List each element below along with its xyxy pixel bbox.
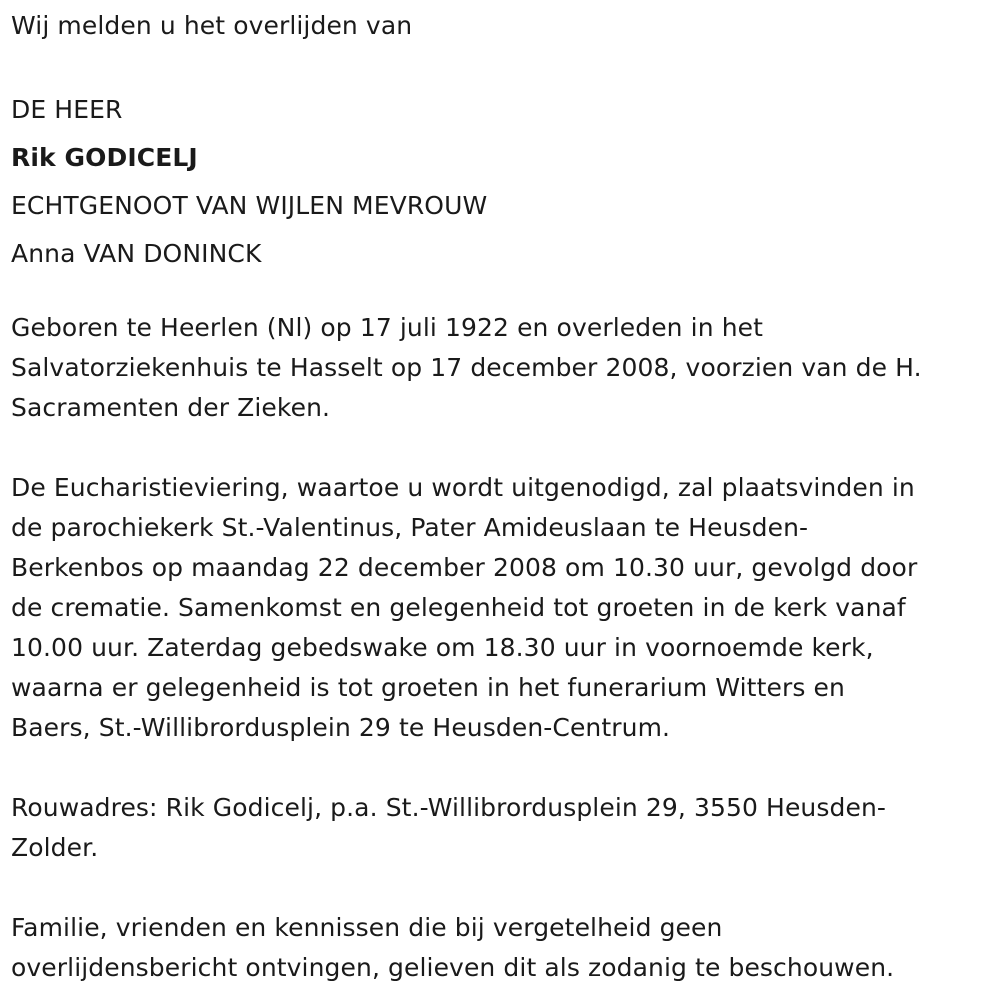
deceased-block bbox=[11, 86, 986, 278]
intro-text: Wij melden u het overlijden van bbox=[11, 11, 413, 40]
birth-death-line: Salvatorziekenhuis te Hasselt op 17 december 2008, voorzien van de H. bbox=[11, 353, 922, 382]
ceremony-line: Berkenbos op maandag 22 december 2008 om 10.30 uur, gevolgd door bbox=[11, 553, 918, 582]
address-line: Zolder. bbox=[11, 833, 99, 862]
birth-death-line: Sacramenten der Zieken. bbox=[11, 393, 331, 422]
birth-death-line: Geboren te Heerlen (Nl) op 17 juli 1922 en overleden in het bbox=[11, 313, 764, 342]
address-line: Rouwadres: Rik Godicelj, p.a. St.-Willibrordusplein 29, 3550 Heusden- bbox=[11, 793, 887, 822]
spacer bbox=[11, 868, 986, 908]
closing-line: overlijdensbericht ontvingen, gelieven dit als zodanig te beschouwen. bbox=[11, 953, 895, 982]
ceremony-line: de crematie. Samenkomst en gelegenheid tot groeten in de kerk vanaf bbox=[11, 593, 906, 622]
spacer bbox=[11, 428, 986, 468]
spacer bbox=[11, 46, 986, 86]
spacer bbox=[11, 748, 986, 788]
spouse-name: Anna VAN DONINCK bbox=[11, 239, 262, 268]
ceremony-line: waarna er gelegenheid is tot groeten in het funerarium Witters en bbox=[11, 673, 845, 702]
birth-death-paragraph bbox=[11, 308, 986, 428]
ceremony-line: de parochiekerk St.-Valentinus, Pater Amideuslaan te Heusden- bbox=[11, 513, 809, 542]
ceremony-line: 10.00 uur. Zaterdag gebedswake om 18.30 uur in voornoemde kerk, bbox=[11, 633, 874, 662]
death-notice-document bbox=[11, 6, 986, 988]
address-paragraph bbox=[11, 788, 986, 868]
ceremony-line: Baers, St.-Willibrordusplein 29 te Heusden-Centrum. bbox=[11, 713, 671, 742]
closing-paragraph bbox=[11, 908, 986, 988]
ceremony-line: De Eucharistieviering, waartoe u wordt uitgenodigd, zal plaatsvinden in bbox=[11, 473, 915, 502]
deceased-name: Rik GODICELJ bbox=[11, 143, 198, 172]
spacer bbox=[11, 278, 986, 308]
deceased-title: DE HEER bbox=[11, 95, 123, 124]
ceremony-paragraph bbox=[11, 468, 986, 748]
closing-line: Familie, vrienden en kennissen die bij vergetelheid geen bbox=[11, 913, 723, 942]
deceased-relation: ECHTGENOOT VAN WIJLEN MEVROUW bbox=[11, 191, 488, 220]
